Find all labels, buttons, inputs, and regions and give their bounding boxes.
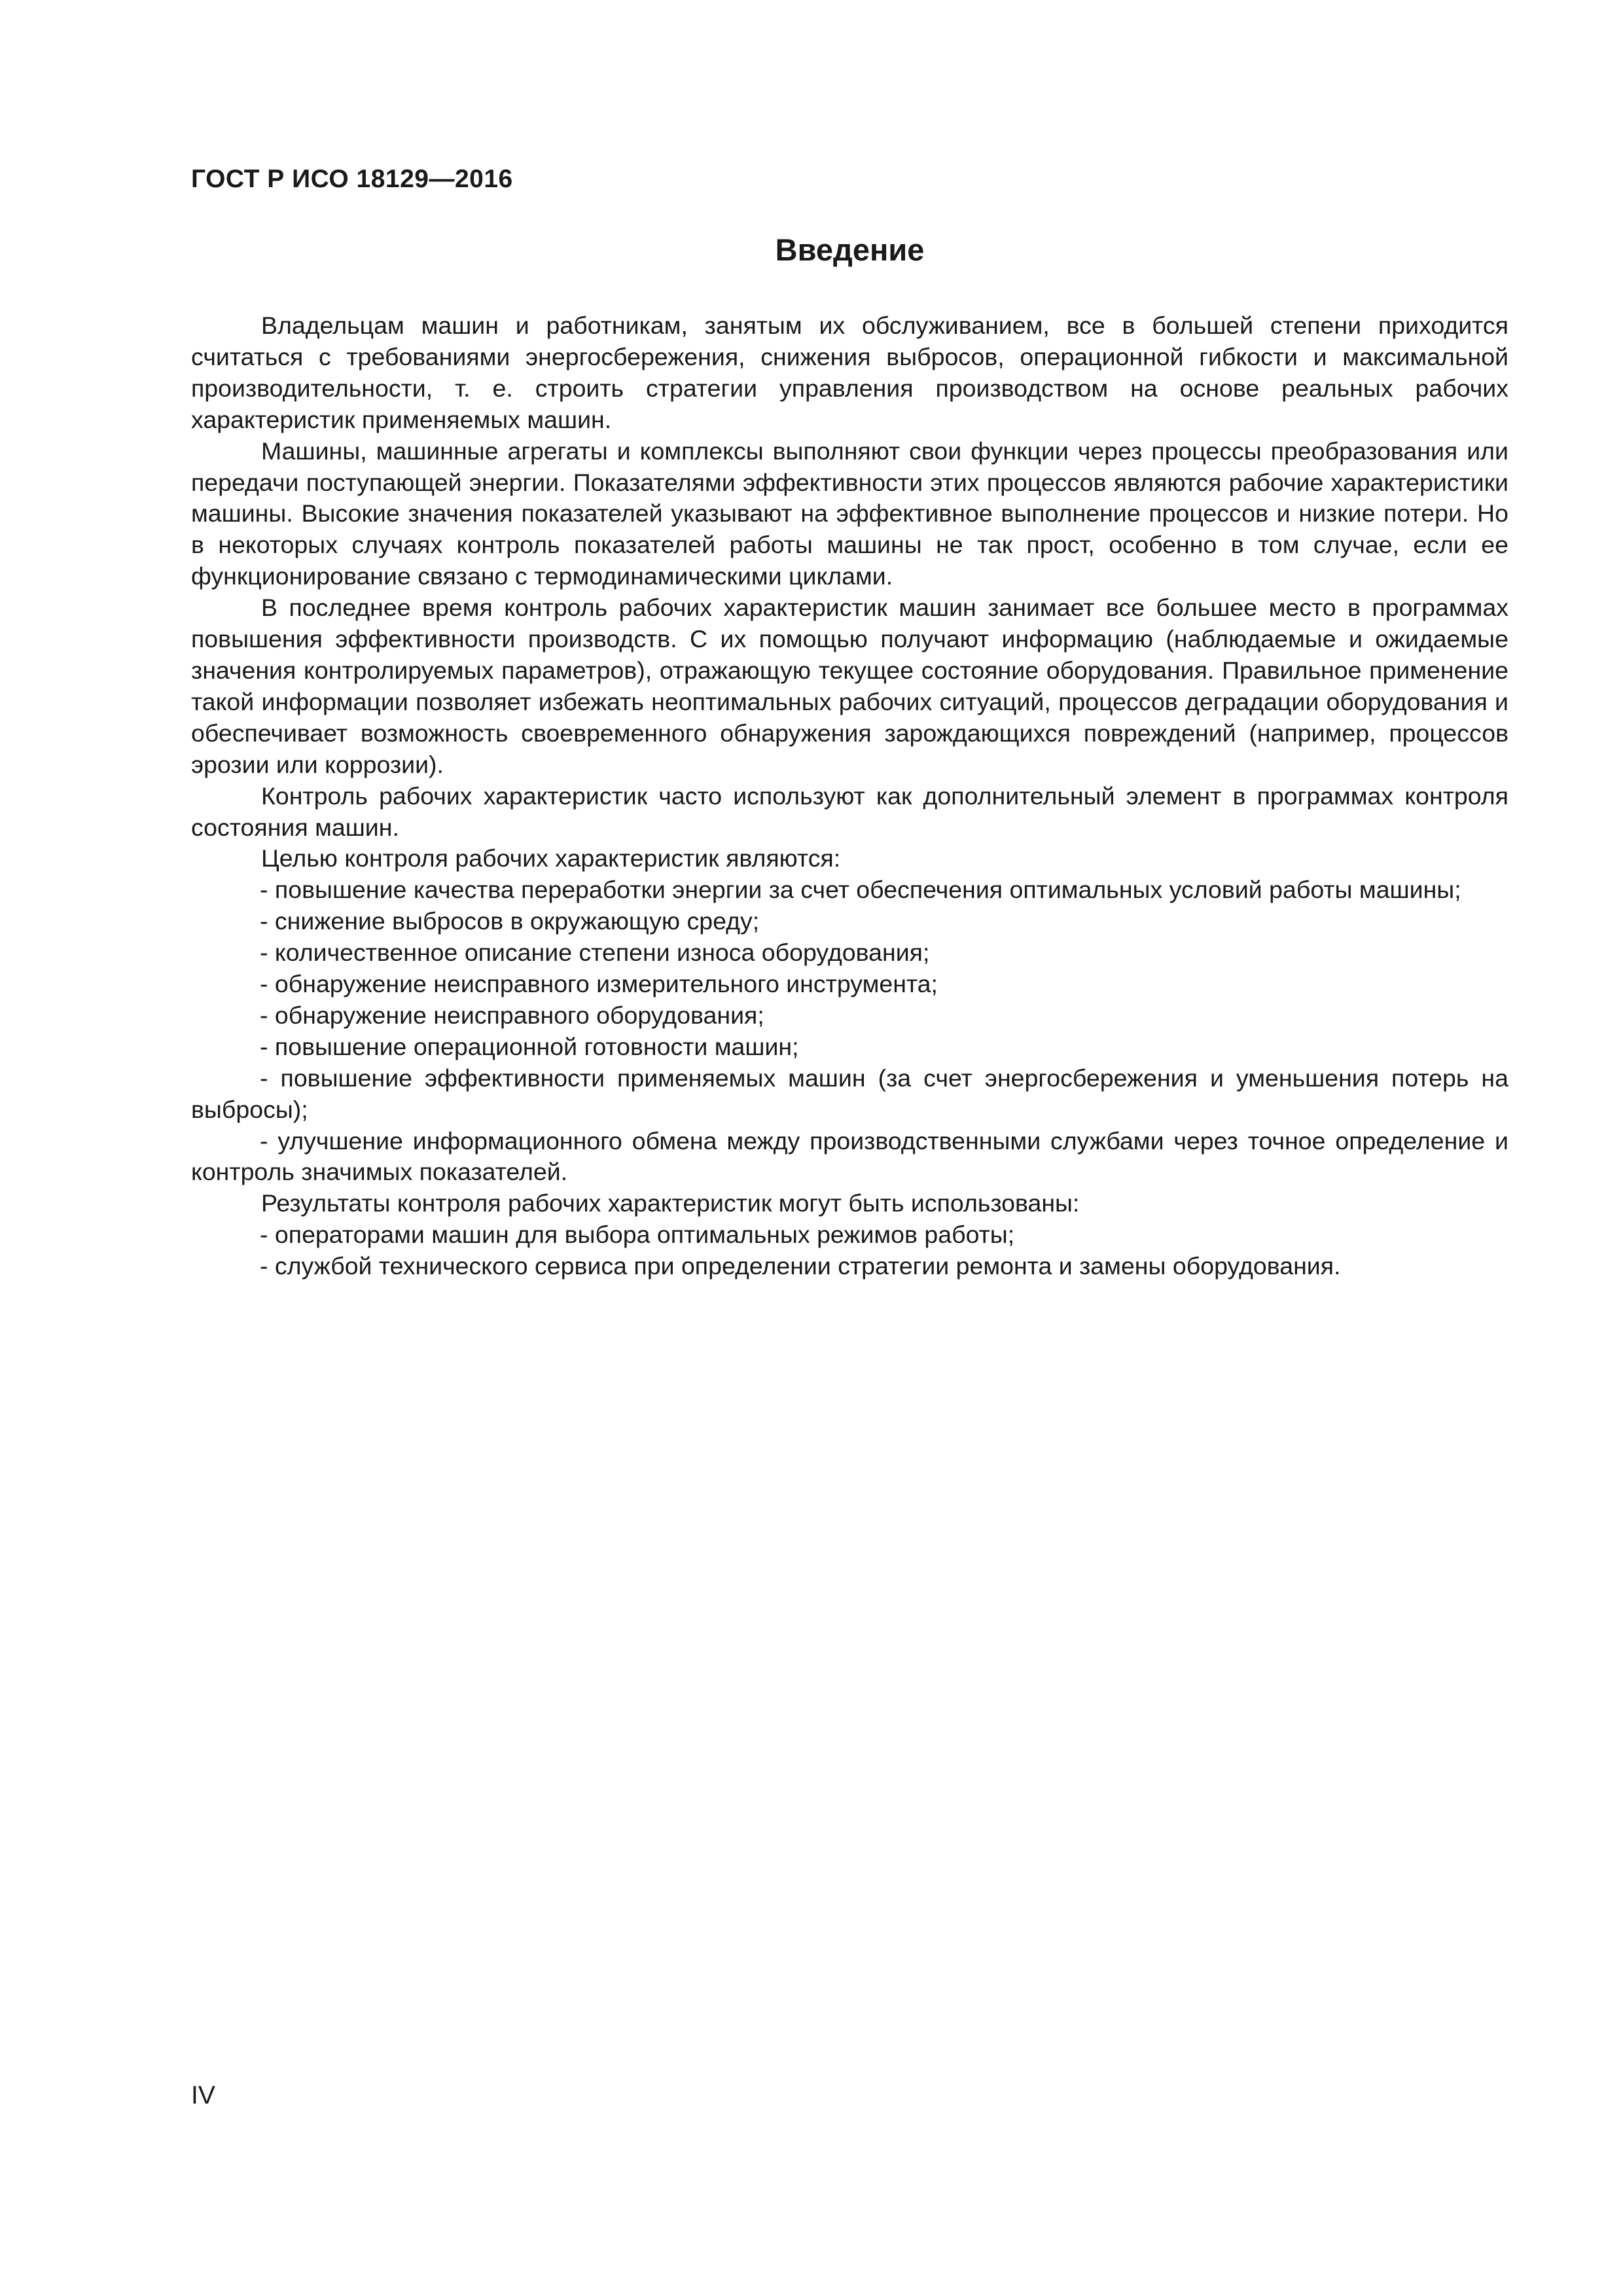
paragraph: В последнее время контроль рабочих характеристик машин занимает все большее место в программах повышения эффективности производств. С их помощью получают информацию (наблюдаемые и ожидаемые значения контролируемых параметров), отражающую текущее состояние оборудования. Правильное применение такой информации позволяет избежать неоптимальных рабочих ситуаций, процессов деградации оборудования и обеспечивает возможность своевременного обнаружения зарождающихся повреждений (например, процессов эрозии или коррозии).: [191, 594, 1508, 778]
list-item: - снижение выбросов в окружающую среду;: [260, 907, 760, 935]
list-item: - количественное описание степени износа оборудования;: [260, 939, 930, 967]
list-item: - обнаружение неисправного измерительного инструмента;: [260, 970, 938, 998]
list-item: - обнаружение неисправного оборудования;: [260, 1001, 764, 1029]
paragraph: Целью контроля рабочих характеристик являются:: [261, 844, 841, 872]
section-title: Введение: [775, 232, 925, 267]
list-item: - операторами машин для выбора оптимальных режимов работы;: [260, 1221, 1015, 1249]
list-item: - службой технического сервиса при определении стратегии ремонта и замены оборудования.: [260, 1252, 1341, 1280]
list-item: - улучшение информационного обмена между производственными службами через точное определение и контроль значимых показателей.: [191, 1126, 1508, 1186]
page-number: IV: [191, 2081, 215, 2109]
list-item: - повышение эффективности применяемых машин (за счет энергосбережения и уменьшения потерь на выбросы);: [191, 1064, 1508, 1123]
paragraph: Контроль рабочих характеристик часто используют как дополнительный элемент в программах контроля состояния машин.: [191, 781, 1508, 841]
document-code-header: ГОСТ Р ИСО 18129—2016: [191, 165, 513, 193]
list-item: - повышение качества переработки энергии за счет обеспечения оптимальных условий работы машины;: [260, 876, 1461, 904]
body-text: [191, 310, 1508, 1282]
paragraph: Машины, машинные агрегаты и комплексы выполняют свои функции через процессы преобразования или передачи поступающей энергии. Показателями эффективности этих процессов являются рабочие характеристики машины. Высокие значения показателей указывают на эффективное выполнение процессов и низкие потери. Но в некоторых случаях контроль показателей работы машины не так прост, особенно в том случае, если ее функционирование связано с термодинамическими циклами.: [191, 437, 1508, 590]
paragraph: Владельцам машин и работникам, занятым их обслуживанием, все в большей степени приходится считаться с требованиями энергосбережения, снижения выбросов, операционной гибкости и максимальной производительности, т. е. строить стратегии управления производством на основе реальных рабочих характеристик применяемых машин.: [191, 312, 1508, 433]
paragraph: Результаты контроля рабочих характеристик могут быть использованы:: [261, 1189, 1080, 1217]
list-item: - повышение операционной готовности машин;: [260, 1032, 799, 1060]
